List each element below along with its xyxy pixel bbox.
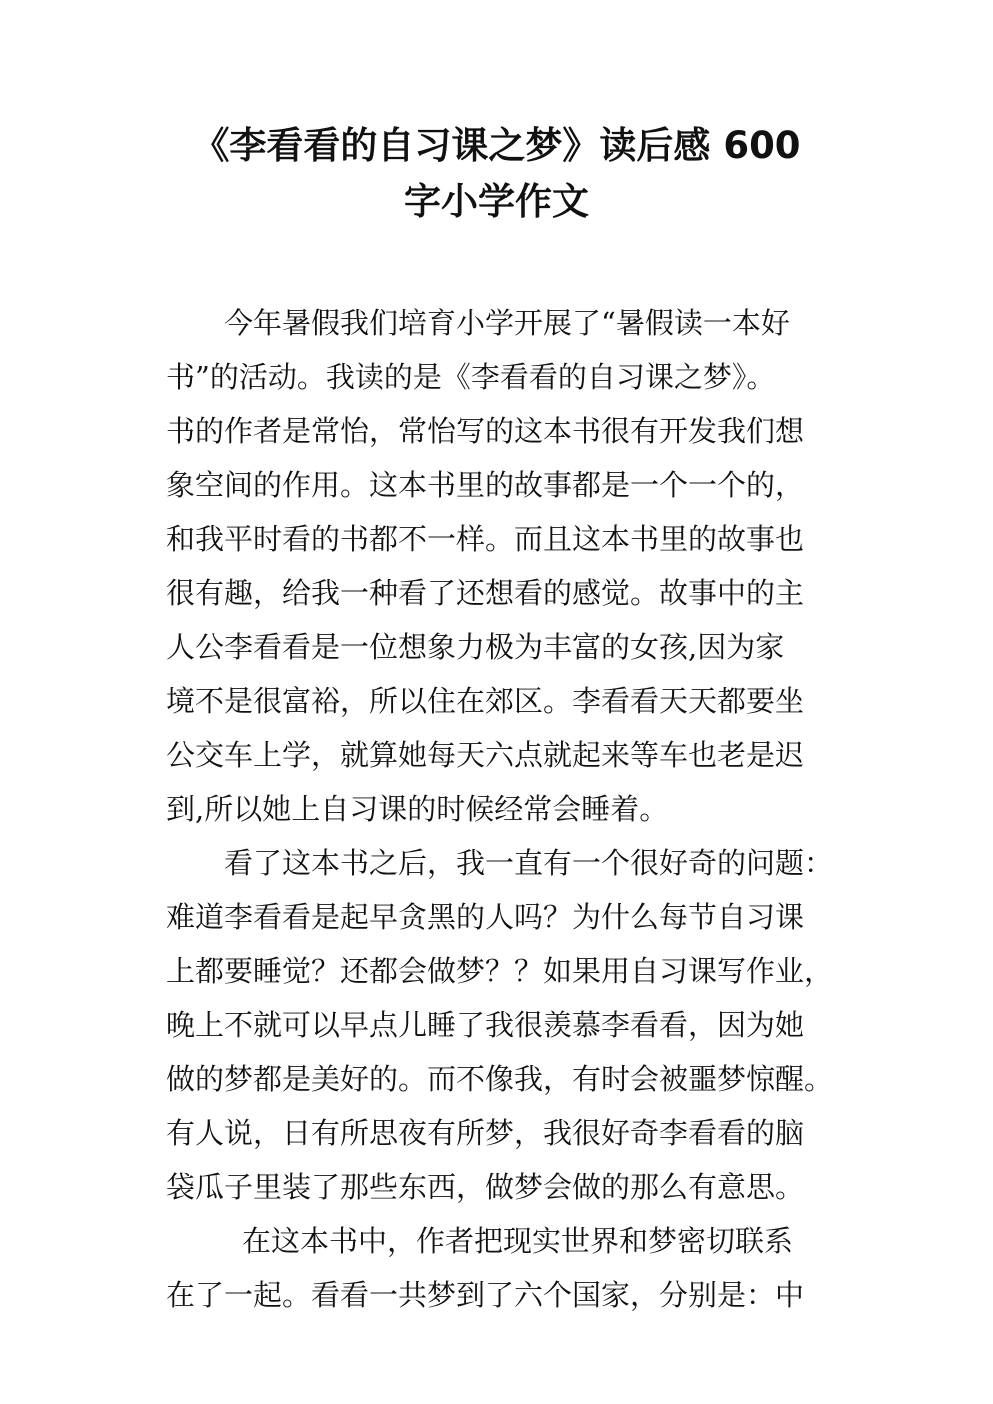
paragraph-line: 象空间的作用。这本书里的故事都是一个一个的， bbox=[166, 468, 805, 502]
paragraph-line: 在了一起。看看一共梦到了六个国家，分别是：中 bbox=[166, 1278, 805, 1312]
paragraph-line: 看了这本书之后，我一直有一个很好奇的问题： bbox=[224, 846, 834, 880]
paragraph-line: 和我平时看的书都不一样。而且这本书里的故事也 bbox=[166, 522, 805, 556]
paragraph-line: 很有趣，给我一种看了还想看的感觉。故事中的主 bbox=[166, 576, 805, 610]
paragraph-line: 上都要睡觉？还都会做梦？？如果用自习课写作业， bbox=[166, 954, 834, 988]
paragraph-line: 做的梦都是美好的。而不像我，有时会被噩梦惊醒。 bbox=[166, 1062, 834, 1096]
paragraph-line: 书的作者是常怡，常怡写的这本书很有开发我们想 bbox=[166, 414, 805, 448]
paragraph-line: 有人说，日有所思夜有所梦，我很好奇李看看的脑 bbox=[166, 1116, 805, 1150]
paragraph-line: 袋瓜子里装了那些东西，做梦会做的那么有意思。 bbox=[166, 1170, 805, 1204]
paragraph-line: 书”的活动。我读的是《李看看的自习课之梦》。 bbox=[166, 360, 776, 394]
document-body bbox=[166, 296, 856, 1322]
paragraph-line: 今年暑假我们培育小学开展了“暑假读一本好 bbox=[224, 306, 790, 340]
title-line-1: 《李看看的自习课之梦》读后感 600 bbox=[192, 124, 801, 167]
paragraph-line: 境不是很富裕，所以住在郊区。李看看天天都要坐 bbox=[166, 684, 805, 718]
paragraph-line: 在这本书中，作者把现实世界和梦密切联系 bbox=[242, 1224, 794, 1258]
paragraph-line: 到,所以她上自习课的时候经常会睡着。 bbox=[166, 792, 669, 826]
paragraph-line: 人公李看看是一位想象力极为丰富的女孩,因为家 bbox=[166, 630, 785, 664]
paragraph-line: 难道李看看是起早贪黑的人吗？为什么每节自习课 bbox=[166, 900, 805, 934]
paragraph-line: 晚上不就可以早点儿睡了我很羡慕李看看，因为她 bbox=[166, 1008, 805, 1042]
title-line-2: 字小学作文 bbox=[404, 180, 589, 223]
paragraph-line: 公交车上学，就算她每天六点就起来等车也老是迟 bbox=[166, 738, 805, 772]
document-title bbox=[150, 118, 843, 230]
